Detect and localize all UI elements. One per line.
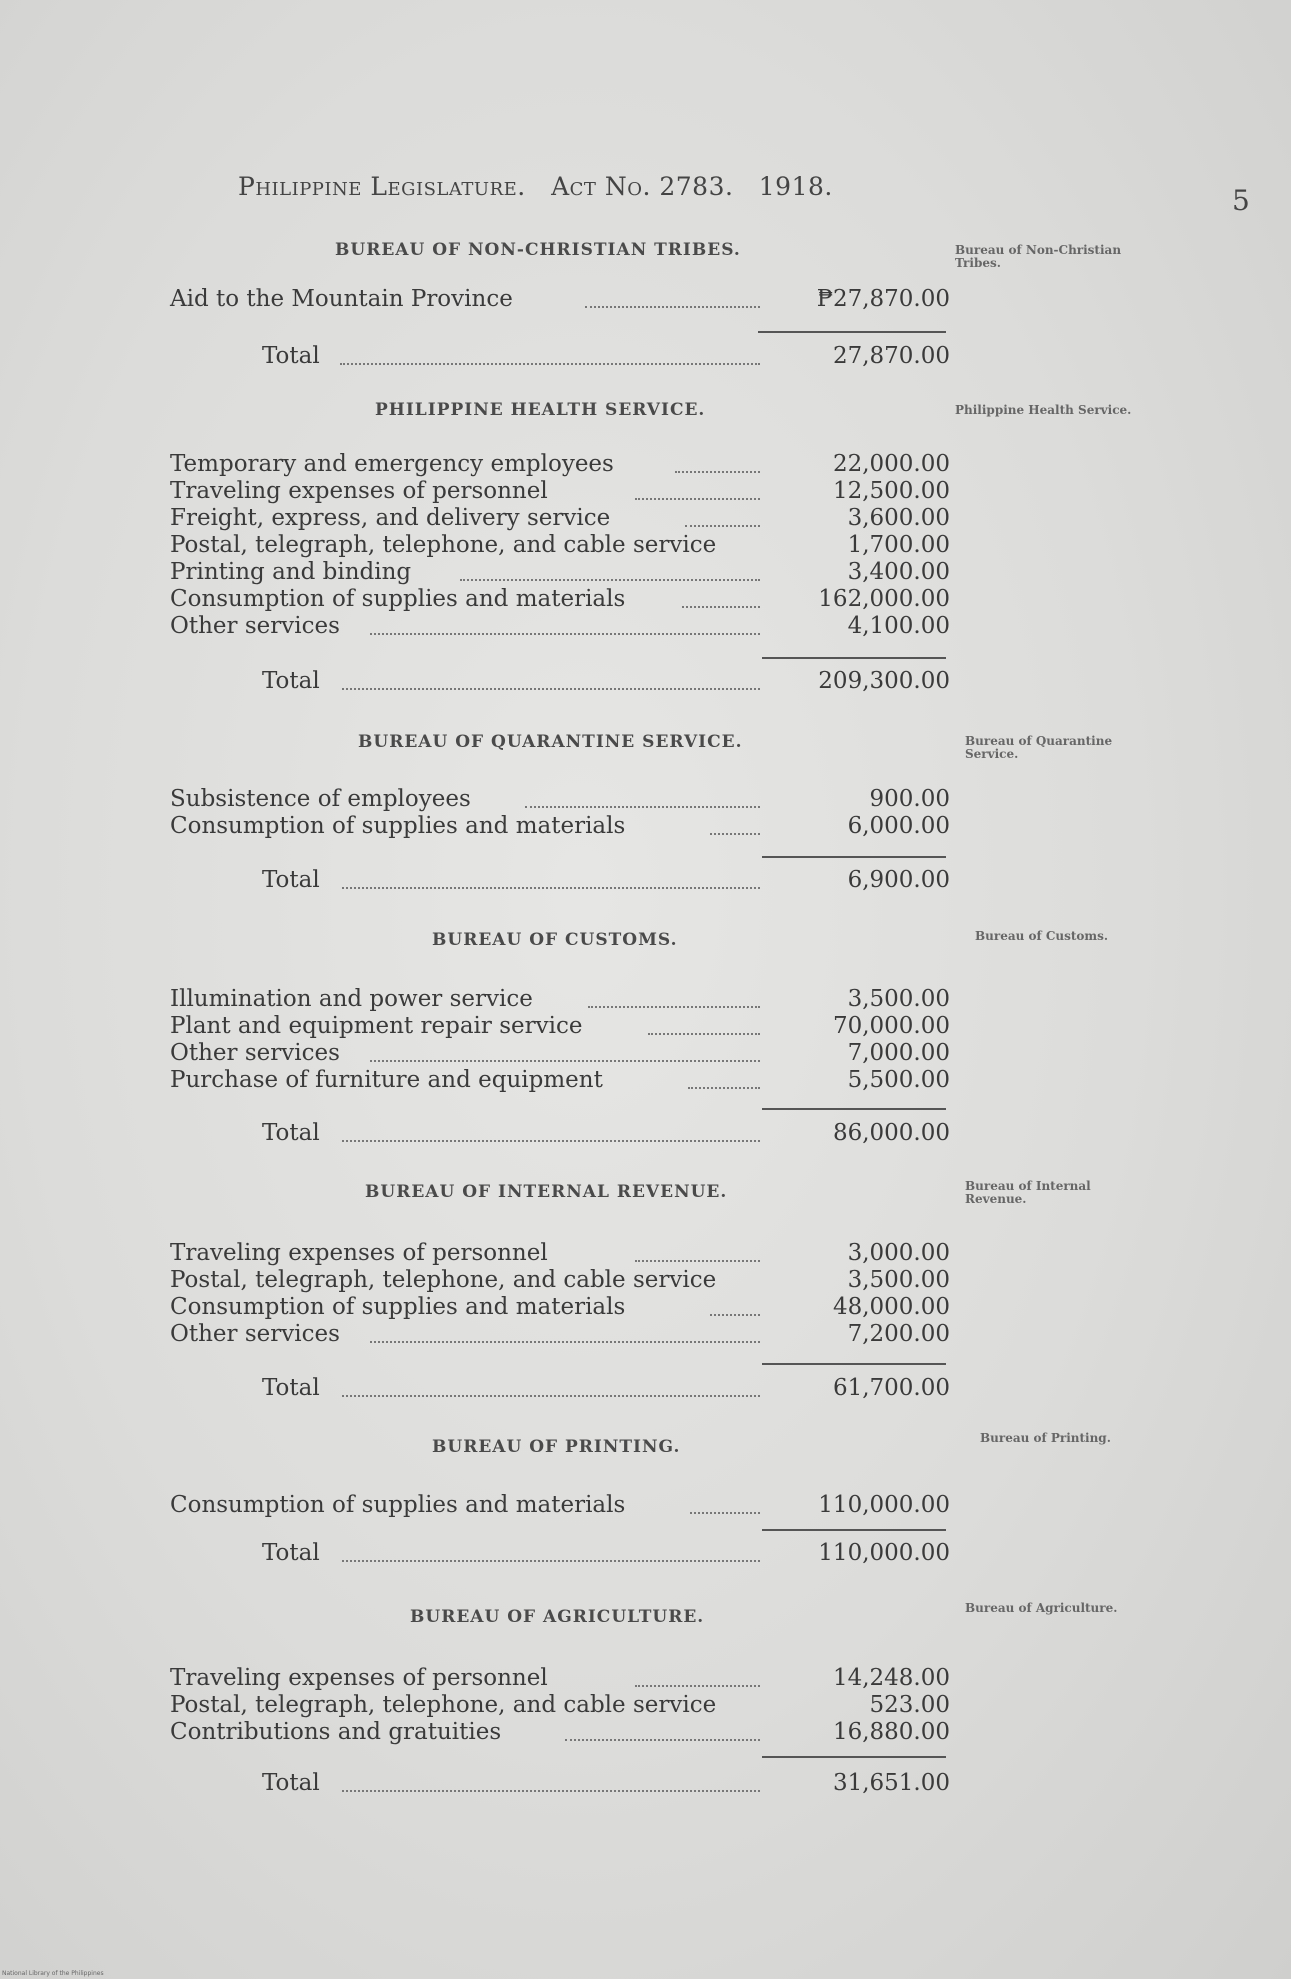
section-title: PHILIPPINE HEALTH SERVICE. [375,400,706,420]
item-label: Illumination and power service [170,986,533,1012]
line-item [170,986,950,1013]
line-item [170,586,950,613]
margin-note: Bureau of Customs. [975,929,1109,943]
item-label: Postal, telegraph, telephone, and cable service [170,1267,717,1293]
item-amount: 48,000.00 [832,1294,950,1320]
margin-note: Bureau of Quarantine Service. [965,734,1113,761]
item-amount: 3,600.00 [847,505,950,531]
dot-leader [635,1260,760,1262]
item-label: Traveling expenses of personnel [170,1665,548,1691]
page-number: 5 [1232,184,1250,217]
total-label: Total [262,1120,320,1146]
item-amount: 3,000.00 [847,1240,950,1266]
dot-leader [565,1739,760,1741]
line-item [170,1240,950,1267]
item-amount: 14,248.00 [832,1665,950,1691]
section-title: BUREAU OF PRINTING. [432,1437,681,1457]
line-item [170,786,950,813]
dot-leader [685,525,760,527]
header-legislature: Philippine Legislature. [238,172,526,201]
margin-note: Bureau of Internal Revenue. [965,1179,1091,1206]
total-row [170,1770,950,1797]
item-label: Freight, express, and delivery service [170,505,611,531]
total-amount: 61,700.00 [832,1375,950,1401]
dot-leader [342,1790,760,1792]
margin-note: Bureau of Non-Christian Tribes. [955,243,1122,270]
total-row [170,1540,950,1567]
item-label: Contributions and gratuities [170,1719,502,1745]
dot-leader [370,1060,760,1062]
item-label: Subsistence of employees [170,786,471,812]
margin-note: Philippine Health Service. [955,403,1132,417]
dot-leader [710,833,760,835]
line-item [170,1492,950,1519]
dot-leader [460,579,760,581]
running-header [238,172,833,201]
item-label: Consumption of supplies and materials [170,1492,626,1518]
item-label: Consumption of supplies and materials [170,813,626,839]
item-label: Other services [170,1321,340,1347]
item-amount: 16,880.00 [832,1719,950,1745]
line-item [170,559,950,586]
total-label: Total [262,1540,320,1566]
total-rule [762,1756,946,1758]
dot-leader [342,1560,760,1562]
total-label: Total [262,1770,320,1796]
total-amount: 209,300.00 [818,668,950,694]
item-amount: 7,000.00 [847,1040,950,1066]
item-label: Traveling expenses of personnel [170,478,548,504]
item-amount: 70,000.00 [832,1013,950,1039]
total-rule [758,331,946,333]
total-label: Total [262,867,320,893]
total-rule [762,657,946,659]
line-item [170,1013,950,1040]
total-row [170,668,950,695]
item-amount: 12,500.00 [832,478,950,504]
total-row [170,867,950,894]
section-title: BUREAU OF CUSTOMS. [432,930,678,950]
section-title: BUREAU OF QUARANTINE SERVICE. [358,732,743,752]
dot-leader [525,806,760,808]
item-amount: 4,100.00 [847,613,950,639]
dot-leader [370,1341,760,1343]
total-amount: 110,000.00 [818,1540,950,1566]
line-item [170,1294,950,1321]
dot-leader [342,887,760,889]
line-item [170,286,950,313]
item-amount: 110,000.00 [818,1492,950,1518]
dot-leader [370,633,760,635]
line-item [170,1067,950,1094]
dot-leader [340,363,760,365]
line-item [170,1321,950,1348]
total-rule [762,856,946,858]
total-rule [762,1363,946,1365]
total-label: Total [262,343,320,369]
total-row [170,1120,950,1147]
total-amount: 27,870.00 [832,343,950,369]
dot-leader [690,1512,760,1514]
item-label: Consumption of supplies and materials [170,586,626,612]
item-amount: 7,200.00 [847,1321,950,1347]
section-title: BUREAU OF NON-CHRISTIAN TRIBES. [335,240,741,260]
item-label: Plant and equipment repair service [170,1013,583,1039]
item-amount: 3,500.00 [847,1267,950,1293]
line-item [170,613,950,640]
item-amount: 22,000.00 [832,451,950,477]
line-item [170,505,950,532]
total-label: Total [262,668,320,694]
margin-note: Bureau of Agriculture. [965,1601,1118,1615]
header-year: 1918. [758,172,833,201]
total-label: Total [262,1375,320,1401]
item-label: Traveling expenses of personnel [170,1240,548,1266]
dot-leader [342,688,760,690]
item-label: Temporary and emergency employees [170,451,614,477]
dot-leader [635,498,760,500]
item-amount: 5,500.00 [847,1067,950,1093]
item-amount: 3,500.00 [847,986,950,1012]
item-amount: 523.00 [869,1692,950,1718]
total-amount: 86,000.00 [832,1120,950,1146]
item-label: Other services [170,1040,340,1066]
item-amount: 6,000.00 [847,813,950,839]
footer-stamp: National Library of the Philippines [2,1970,104,1977]
total-amount: 31,651.00 [832,1770,950,1796]
dot-leader [710,1314,760,1316]
line-item [170,1692,950,1719]
item-label: Aid to the Mountain Province [170,286,513,312]
section-title: BUREAU OF INTERNAL REVENUE. [365,1182,728,1202]
item-amount: 162,000.00 [818,586,950,612]
total-row [170,343,950,370]
line-item [170,1040,950,1067]
line-item [170,813,950,840]
total-rule [762,1529,946,1531]
dot-leader [682,606,760,608]
margin-note: Bureau of Printing. [980,1431,1111,1445]
item-label: Purchase of furniture and equipment [170,1067,603,1093]
dot-leader [635,1685,760,1687]
dot-leader [648,1033,760,1035]
total-rule [762,1108,946,1110]
dot-leader [342,1140,760,1142]
item-label: Other services [170,613,340,639]
line-item [170,1267,950,1294]
item-label: Postal, telegraph, telephone, and cable service [170,1692,717,1718]
line-item [170,1719,950,1746]
item-label: Consumption of supplies and materials [170,1294,626,1320]
item-label: Printing and binding [170,559,412,585]
dot-leader [342,1395,760,1397]
line-item [170,1665,950,1692]
item-label: Postal, telegraph, telephone, and cable service [170,532,717,558]
line-item [170,478,950,505]
section-title: BUREAU OF AGRICULTURE. [410,1607,705,1627]
dot-leader [588,1006,760,1008]
dot-leader [675,471,760,473]
total-amount: 6,900.00 [847,867,950,893]
dot-leader [585,306,760,308]
dot-leader [688,1087,760,1089]
header-act-number: Act No. 2783. [551,172,734,201]
item-amount: 900.00 [869,786,950,812]
total-row [170,1375,950,1402]
line-item [170,451,950,478]
item-amount: 1,700.00 [847,532,950,558]
line-item [170,532,950,559]
item-amount: 3,400.00 [847,559,950,585]
item-amount: ₱27,870.00 [816,286,950,312]
